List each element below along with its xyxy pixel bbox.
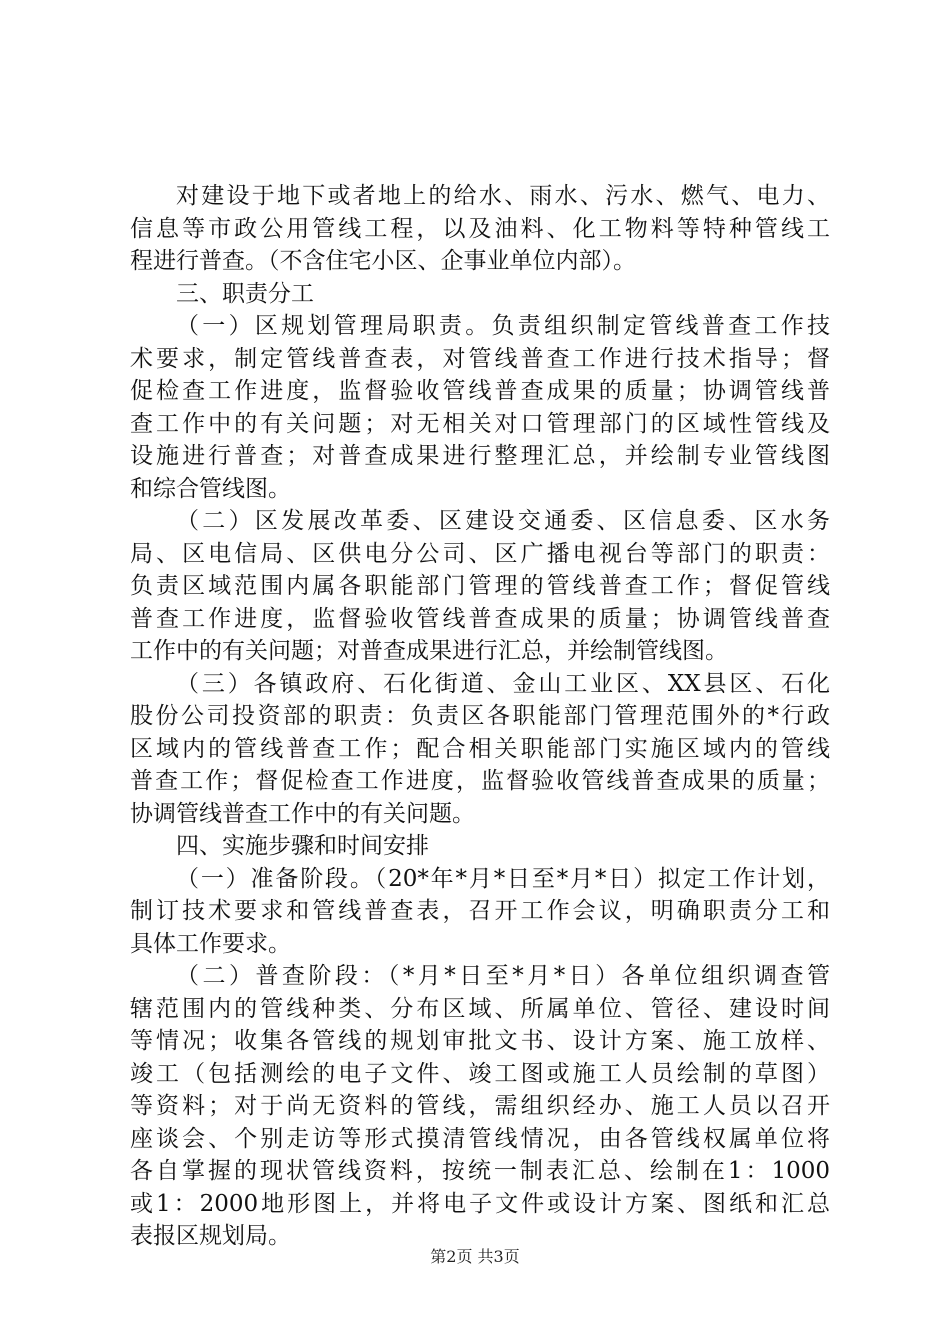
text-line: 术要求，制定管线普查表，对管线普查工作进行技术指导；督	[130, 345, 830, 372]
text-line: 具体工作要求。	[130, 930, 291, 957]
text-line: 局、区电信局、区供电分公司、区广播电视台等部门的职责：	[130, 540, 830, 567]
text-line: 辖范围内的管线种类、分布区域、所属单位、管径、建设时间	[130, 995, 830, 1022]
text-line: 三、职责分工	[176, 280, 314, 307]
document-body	[130, 180, 830, 1253]
page-footer	[0, 1247, 950, 1267]
text-line: 设施进行普查；对普查成果进行整理汇总，并绘制专业管线图	[130, 443, 830, 469]
text-line: 信息等市政公用管线工程，以及油料、化工物料等特种管线工	[130, 215, 830, 242]
text-line: （二）普查阶段：（*月*日至*月*日）各单位组织调查管	[176, 963, 830, 989]
text-line: 或1：2000地形图上，并将电子文件或设计方案、图纸和汇总	[130, 1190, 830, 1217]
text-line: 普查工作；督促检查工作进度，监督验收管线普查成果的质量；	[130, 768, 830, 794]
text-line: 股份公司投资部的职责：负责区各职能部门管理范围外的*行政	[130, 703, 830, 729]
text-line: 各自掌握的现状管线资料，按统一制表汇总、绘制在1：1000	[130, 1158, 830, 1184]
text-line: 竣工（包括测绘的电子文件、竣工图或施工人员绘制的草图）	[130, 1060, 830, 1087]
text-line: （一）准备阶段。（20*年*月*日至*月*日）拟定工作计划，	[176, 865, 830, 892]
text-line: 查工作中的有关问题；对无相关对口管理部门的区域性管线及	[130, 410, 830, 437]
text-line: 表报区规划局。	[130, 1223, 291, 1249]
text-line: 等资料；对于尚无资料的管线，需组织经办、施工人员以召开	[130, 1093, 830, 1119]
text-line: 促检查工作进度，监督验收管线普查成果的质量；协调管线普	[130, 378, 830, 404]
text-line: 普查工作进度，监督验收管线普查成果的质量；协调管线普查	[130, 605, 830, 632]
text-line: 协调管线普查工作中的有关问题。	[130, 800, 475, 827]
text-line: 程进行普查。（不含住宅小区、企事业单位内部）。	[130, 248, 636, 274]
text-line: （一）区规划管理局职责。负责组织制定管线普查工作技	[176, 313, 830, 339]
text-line: 制订技术要求和管线普查表，召开工作会议，明确职责分工和	[130, 898, 830, 924]
text-line: （二）区发展改革委、区建设交通委、区信息委、区水务	[176, 508, 830, 534]
text-line: 负责区域范围内属各职能部门管理的管线普查工作；督促管线	[130, 573, 830, 599]
text-line: 等情况；收集各管线的规划审批文书、设计方案、施工放样、	[130, 1028, 830, 1054]
text-line: 区域内的管线普查工作；配合相关职能部门实施区域内的管线	[130, 735, 830, 762]
text-line: 对建设于地下或者地上的给水、雨水、污水、燃气、电力、	[176, 183, 830, 209]
page-number-label: 第2页 共3页	[430, 1247, 520, 1266]
text-line: （三）各镇政府、石化街道、金山工业区、XX县区、石化	[176, 670, 830, 697]
text-line: 和综合管线图。	[130, 475, 291, 502]
text-line: 工作中的有关问题；对普查成果进行汇总，并绘制管线图。	[130, 638, 728, 664]
text-line: 座谈会、个别走访等形式摸清管线情况，由各管线权属单位将	[130, 1125, 830, 1152]
text-line: 四、实施步骤和时间安排	[176, 833, 429, 859]
